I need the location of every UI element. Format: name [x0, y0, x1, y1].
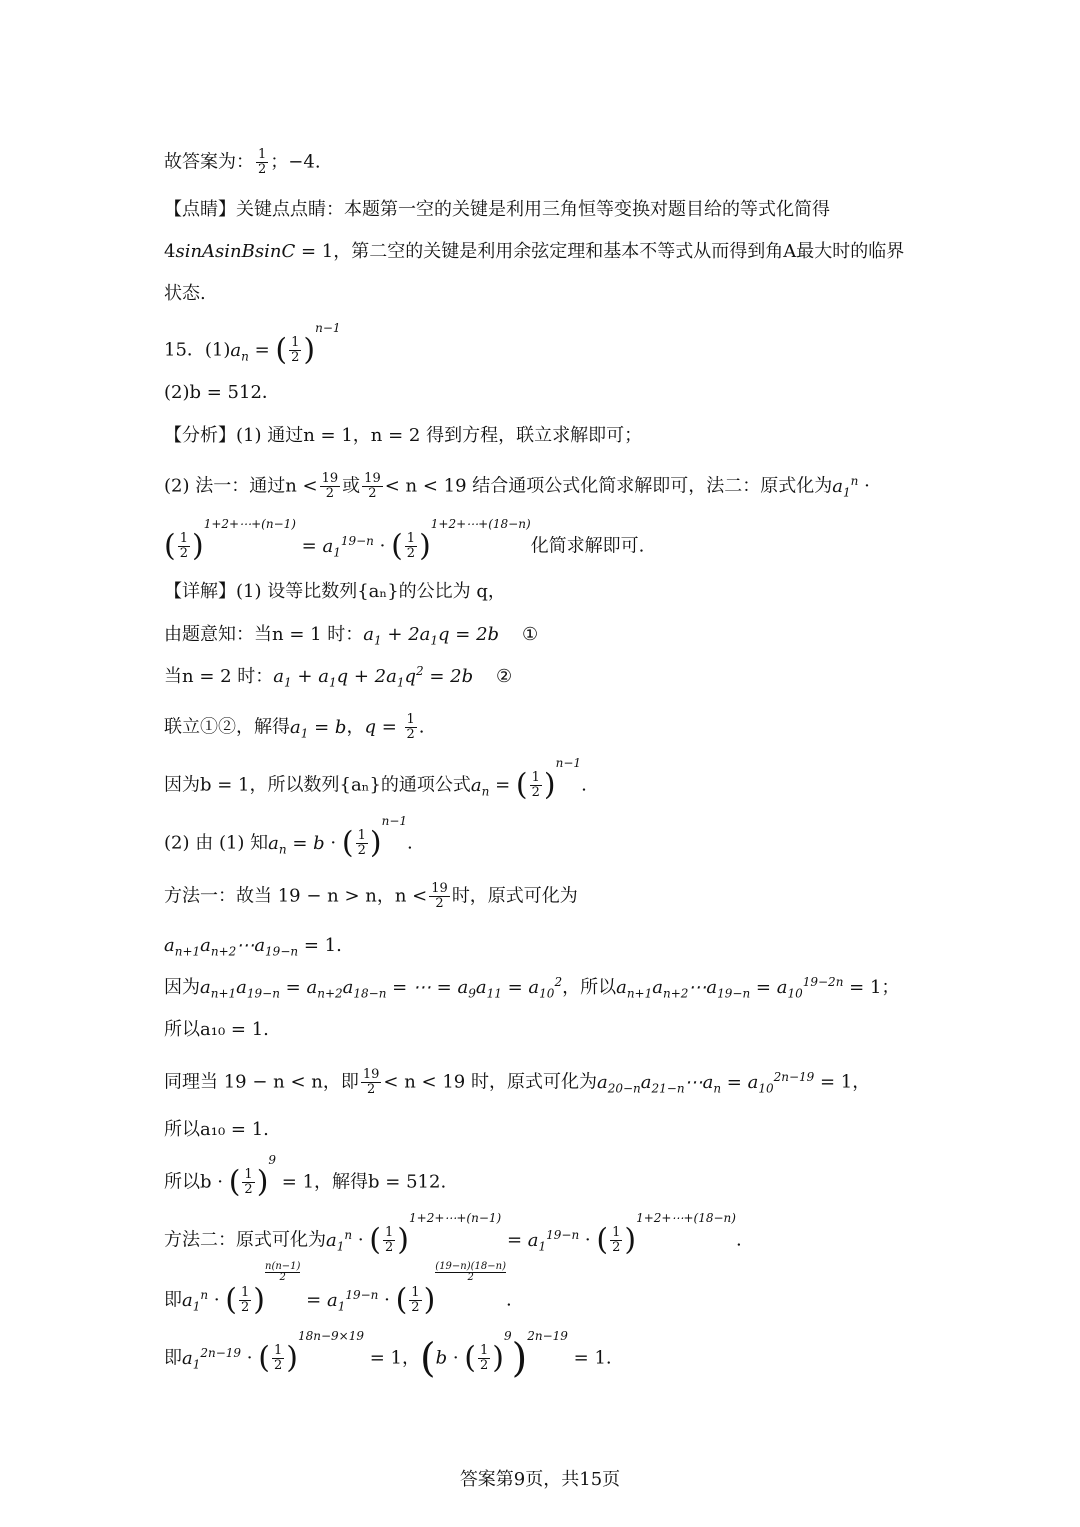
method2-line: 方法二：原式可化为$a_1^n$ · ( $\frac{1}{2}$ )1+2+⋯+(n−1) = $a_1^{19-n}$ · ( $\frac{1}{2}$ )1+2+⋯+(18−n). — [164, 1211, 742, 1258]
detail-formula: 因为b = 1，所以数列{aₙ}的通项公式$a_n$ = ( $\frac{1}{2}$ )n−1. — [164, 756, 587, 803]
method1-result: 所以a₁₀ = 1. — [164, 1019, 269, 1040]
xiangjie-line: 【详解】(1) 设等比数列{aₙ}的公比为 q， — [164, 581, 506, 602]
detail-part2: (2) 由 (1) 知$a_n = b$ · ( $\frac{1}{2}$ )n−1. — [164, 814, 413, 861]
method2-step2: 即$a_1^{2n-19}$ · ( $\frac{1}{2}$ )18n−9×19 = 1，(b · ( $\frac{1}{2}$ )9)2n−19 = 1. — [164, 1329, 612, 1382]
fraction-half: $\frac{1}{2}$ — [258, 147, 267, 177]
method2-step1: 即$a_1^n$ · ( $\frac{1}{2}$ ) $\frac{n(n-1)}{2} = a_1^{19-n}$ · ( $\frac{1}{2}$ ) $\frac{(19-n)(18-n)}{2}$. — [164, 1261, 512, 1318]
fenxi-line-2: (2) 法一：通过n < $\frac{19}{2}$ 或 $\frac{19}{2}$ < n < 19 结合通项公式化简求解即可，法二：原式化为$a_1^n$ · — [164, 471, 870, 501]
dianjing-line — [164, 198, 830, 222]
method1-result-2: 所以a₁₀ = 1. — [164, 1119, 269, 1140]
q15-part1: 15．$(1)a_n$ = ( $\frac{1}{2}$ )n−1 — [164, 321, 341, 368]
method1-product: $a_{n+1}a_{n+2}\cdots a_{19-n} = 1$. — [164, 935, 342, 959]
detail-n1: 由题意知：当n = 1 时：$a_1 + 2a_1q = 2b$ ① — [164, 624, 539, 648]
fenxi-line: 【分析】(1) 通过n = 1，n = 2 得到方程，联立求解即可； — [164, 425, 643, 446]
detail-n2: 当n = 2 时：$a_1 + a_1q + 2a_1q^2 = 2b$ ② — [164, 664, 513, 690]
fenxi-line-3: ( $\frac{1}{2}$ )1+2+⋯+(n−1) = $a_1^{19-n}$ · ( $\frac{1}{2}$ )1+2+⋯+(18−n)化简求解即可. — [164, 517, 645, 564]
page-footer: 答案第9页，共15页 — [459, 1469, 621, 1490]
dianjing-line-3: 状态. — [164, 283, 206, 304]
dianjing-line-2: 4sinAsinBsinC = 1，第二空的关键是利用余弦定理和基本不等式从而得到角A最大时的临界 — [164, 241, 905, 262]
method1-final: 所以b · ( $\frac{1}{2}$ )9 = 1，解得b = 512. — [164, 1153, 447, 1200]
method1-line: 方法一：故当 19 − n > n，n < $\frac{19}{2}$ 时，原式可化为 — [164, 881, 578, 911]
answer-suffix: ；−4. — [270, 151, 321, 173]
answer-line — [164, 148, 321, 177]
detail-solve: 联立①②，解得$a_1 = b$，q = $\frac{1}{2}$ . — [164, 712, 425, 742]
question-number: 15．(1) — [164, 339, 231, 361]
method1-because: 因为$a_{n+1}a_{19-n} = a_{n+2}a_{18-n}$ = ⋯ = $a_9a_{11} = a_{10}^2$，所以$a_{n+1}a_{n+2}\cdots a_{19-n} = a_{10}^{19-2n} = 1$； — [164, 975, 900, 1001]
dianjing-text: 关键点点睛：本题第一空的关键是利用三角恒等变换对题目给的等式化简得 — [236, 199, 830, 220]
dianjing-tag: 【点睛】 — [164, 199, 236, 220]
method1-case2: 同理当 19 − n < n，即 $\frac{19}{2}$ < n < 19 时，原式可化为$a_{20-n}a_{21-n}\cdots a_n = a_{10}^{2n-19} = 1$， — [164, 1067, 871, 1097]
answer-prefix: 故答案为： — [164, 151, 254, 173]
dianjing-text-2: ，第二空的关键是利用余弦定理和基本不等式从而得到角A最大时的临界 — [333, 241, 905, 262]
q15-part2: (2)b = 512． — [164, 382, 280, 403]
